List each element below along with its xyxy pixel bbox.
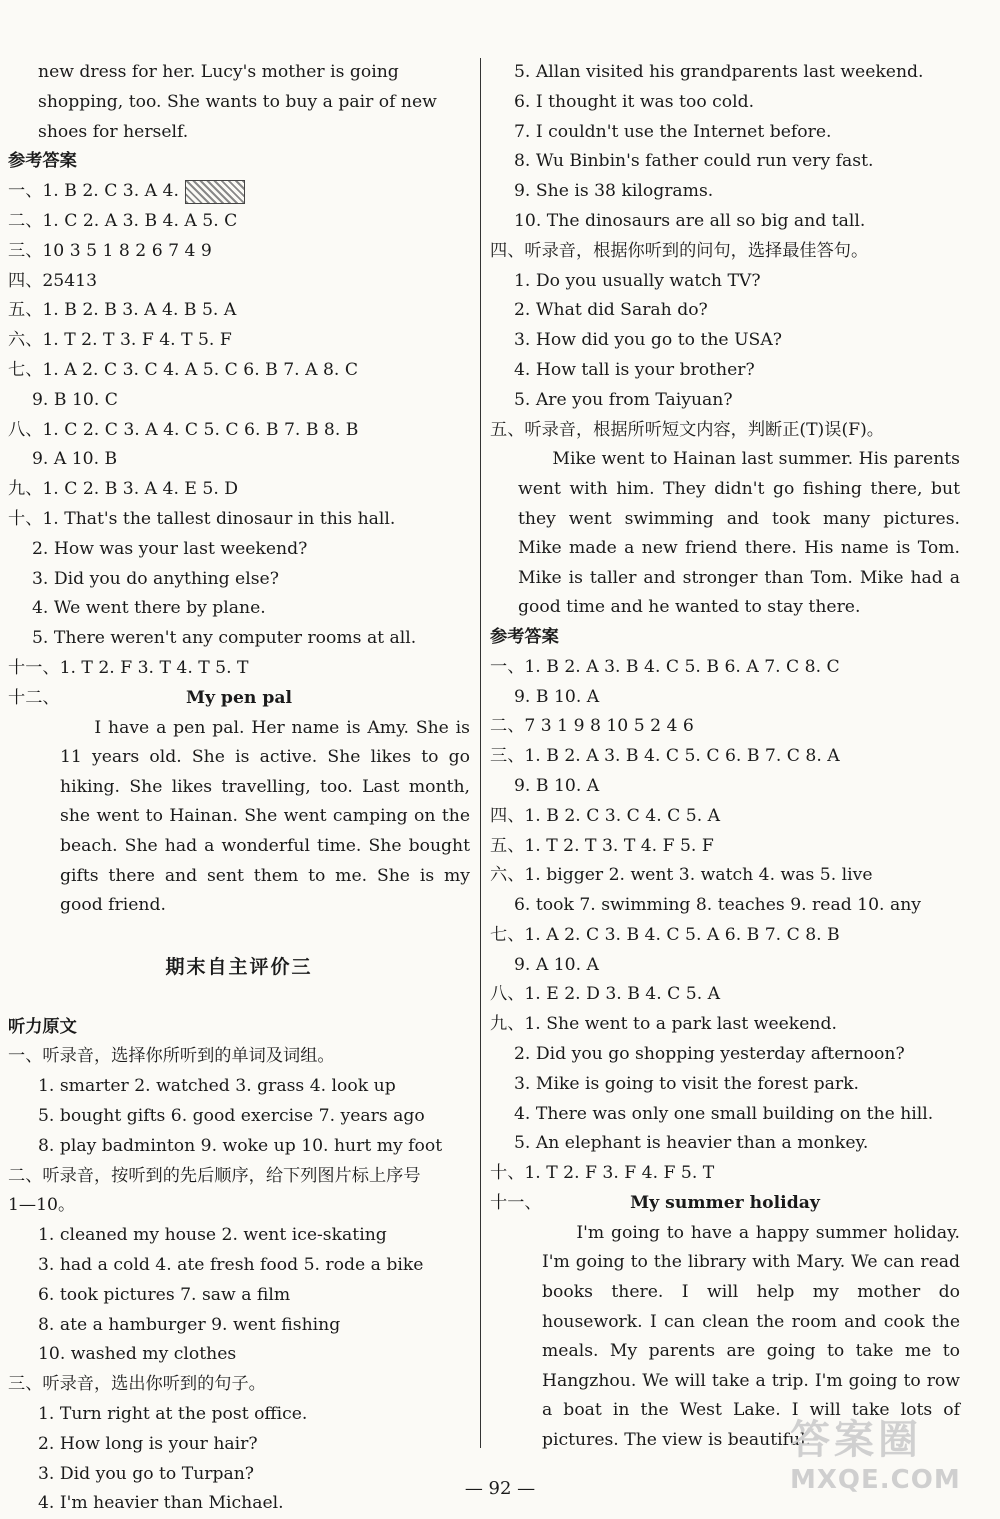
answer-line: 四、1. B 2. C 3. C 4. C 5. A [490, 805, 721, 826]
answer-line: 3. Mike is going to visit the forest park. [514, 1073, 860, 1094]
answer-line: 九、1. C 2. B 3. A 4. E 5. D [8, 479, 239, 500]
answer-line: 9. B 10. A [514, 686, 600, 707]
answer-line: 八、1. E 2. D 3. B 4. C 5. A [490, 984, 721, 1005]
answer-line: 六、1. T 2. T 3. F 4. T 5. F [8, 330, 232, 351]
listening-heading: 听力原文 [8, 1016, 77, 1037]
sentence-line: 7. I couldn't use the Internet before. [514, 121, 832, 142]
listening-line: 1. Turn right at the post office. [38, 1404, 308, 1425]
answer-line: 一、1. B 2. A 3. B 4. C 5. B 6. A 7. C 8. C [490, 656, 840, 677]
answers-heading: 参考答案 [8, 151, 77, 172]
part5-passage [490, 445, 960, 623]
composition-header [490, 1189, 960, 1219]
watermark-logo [790, 1408, 980, 1498]
answer-line: 4. There was only one small building on the hill. [514, 1103, 934, 1124]
listening-line: 3. Did you go to Turpan? [38, 1463, 255, 1484]
column-divider [480, 58, 481, 1448]
listening-line: 8. ate a hamburger 9. went fishing [38, 1314, 341, 1335]
answer-line: 五、1. T 2. T 3. T 4. F 5. F [490, 835, 714, 856]
listening-line: 10. washed my clothes [38, 1344, 237, 1365]
answer-line: 2. Did you go shopping yesterday afternoon? [514, 1044, 905, 1065]
listening-line: 1—10。 [8, 1195, 76, 1216]
composition-header [8, 684, 470, 714]
answer-line: 6. took 7. swimming 8. teaches 9. read 10. any [514, 895, 921, 916]
section-title: 期末自主评价三 [165, 955, 313, 978]
listening-line: 二、听录音，按听到的先后顺序，给下列图片标上序号 [8, 1165, 421, 1186]
part4-heading: 四、听录音，根据你听到的问句，选择最佳答句。 [490, 240, 869, 261]
watermark-bottom: MXQE.COM [790, 1465, 961, 1495]
answer-line: 三、1. B 2. A 3. B 4. C 5. C 6. B 7. C 8. A [490, 746, 840, 767]
watermark-top: 答案圈 [790, 1417, 922, 1463]
passage-body: Mike went to Hainan last summer. His parents went with him. They didn't go fishing there, but they went swimming and took many pictures. Mike made a new friend there. His name is Tom. Mike is taller and stronger than Tom. Mike had a good time and he wanted to stay there. [518, 449, 960, 618]
composition-body: I have a pen pal. Her name is Amy. She is 11 years old. She is active. She likes to go hiking. She likes travelling, too. Last month, she went to Hainan. She went camping on the beach. She had a wonderful time. She bought gifts there and sent them to me. She is my good friend. [60, 717, 470, 916]
right-column [490, 58, 960, 1456]
answer-line: 9. B 10. A [514, 775, 600, 796]
answer-line: 十一、1. T 2. F 3. T 4. T 5. T [8, 657, 249, 678]
left-column [8, 58, 470, 1519]
question-line: 5. Are you from Taiyuan? [514, 389, 733, 410]
composition-number: 十二、 [8, 687, 60, 708]
answer-line [8, 177, 470, 207]
answer-line: 5. An elephant is heavier than a monkey. [514, 1133, 869, 1154]
listening-line: 6. took pictures 7. saw a film [38, 1284, 291, 1305]
answer-line: 十、1. That's the tallest dinosaur in this hall. [8, 508, 396, 529]
composition-number: 十一、 [490, 1193, 542, 1214]
listening-line: 一、听录音，选择你所听到的单词及词组。 [8, 1046, 335, 1067]
composition [8, 714, 470, 921]
text-line: shopping, too. She wants to buy a pair of new [38, 91, 437, 112]
composition-body: I'm going to have a happy summer holiday. I'm going to the library with Mary. We can read books there. I will help my mother do housework. I can clean the room and cook the meals. My parents are going to take me to Hangzhou. We will take a trip. I'm going to row a boat in the West Lake. I will take lots of pictures. The view is beautiful. [542, 1222, 960, 1451]
question-line: 3. How did you go to the USA? [514, 330, 782, 351]
answer-line: 2. How was your last weekend? [32, 538, 308, 559]
sentence-line: 5. Allan visited his grandparents last weekend. [514, 62, 924, 82]
listening-line: 3. had a cold 4. ate fresh food 5. rode a bike [38, 1255, 424, 1276]
answer-line: 9. B 10. C [32, 389, 118, 410]
answer-text: 一、1. B 2. C 3. A 4. [8, 181, 179, 202]
answer-line: 七、1. A 2. C 3. C 4. A 5. C 6. B 7. A 8. C [8, 359, 358, 380]
answer-line: 六、1. bigger 2. went 3. watch 4. was 5. live [490, 865, 873, 886]
listening-line: 4. I'm heavier than Michael. [38, 1493, 284, 1514]
answer-line: 3. Did you do anything else? [32, 568, 279, 589]
question-line: 2. What did Sarah do? [514, 300, 708, 321]
answer-line: 二、1. C 2. A 3. B 4. A 5. C [8, 210, 238, 231]
answer-line: 五、1. B 2. B 3. A 4. B 5. A [8, 300, 237, 321]
composition-title: My pen pal [185, 687, 293, 708]
answer-line: 二、7 3 1 9 8 10 5 2 4 6 [490, 716, 694, 737]
question-line: 1. Do you usually watch TV? [514, 270, 761, 291]
composition-title: My summer holiday [630, 1193, 820, 1214]
listening-line: 2. How long is your hair? [38, 1433, 258, 1454]
listening-line: 1. smarter 2. watched 3. grass 4. look up [38, 1076, 396, 1097]
listening-line: 5. bought gifts 6. good exercise 7. years ago [38, 1106, 425, 1127]
listening-line: 1. cleaned my house 2. went ice-skating [38, 1225, 387, 1246]
answer-line: 七、1. A 2. C 3. B 4. C 5. A 6. B 7. C 8. B [490, 924, 840, 945]
listening-line: 8. play badminton 9. woke up 10. hurt my foot [38, 1135, 443, 1156]
text-line: new dress for her. Lucy's mother is going [38, 62, 399, 82]
answer-line: 9. A 10. A [514, 954, 599, 975]
page-number: — 92 — [464, 1478, 536, 1499]
sentence-line: 10. The dinosaurs are all so big and tall. [514, 210, 866, 231]
sentence-line: 9. She is 38 kilograms. [514, 181, 714, 202]
answer-line: 4. We went there by plane. [32, 598, 266, 619]
sentence-line: 8. Wu Binbin's father could run very fast. [514, 151, 874, 172]
answer-line: 十、1. T 2. F 3. F 4. F 5. T [490, 1163, 715, 1184]
part5-heading: 五、听录音，根据所听短文内容，判断正(T)误(F)。 [490, 419, 884, 440]
answer-line: 四、25413 [8, 270, 98, 291]
question-line: 4. How tall is your brother? [514, 359, 755, 380]
scribble-stamp [185, 180, 245, 204]
text-line: shoes for herself. [38, 121, 189, 142]
answer-line: 5. There weren't any computer rooms at all. [32, 628, 417, 649]
answer-line: 9. A 10. B [32, 449, 118, 470]
sentence-line: 6. I thought it was too cold. [514, 91, 755, 112]
listening-line: 三、听录音，选出你听到的句子。 [8, 1374, 266, 1395]
answer-line: 八、1. C 2. C 3. A 4. C 5. C 6. B 7. B 8. B [8, 419, 359, 440]
answers-heading: 参考答案 [490, 626, 559, 647]
answer-line: 九、1. She went to a park last weekend. [490, 1014, 837, 1035]
answer-line: 三、10 3 5 1 8 2 6 7 4 9 [8, 240, 212, 261]
